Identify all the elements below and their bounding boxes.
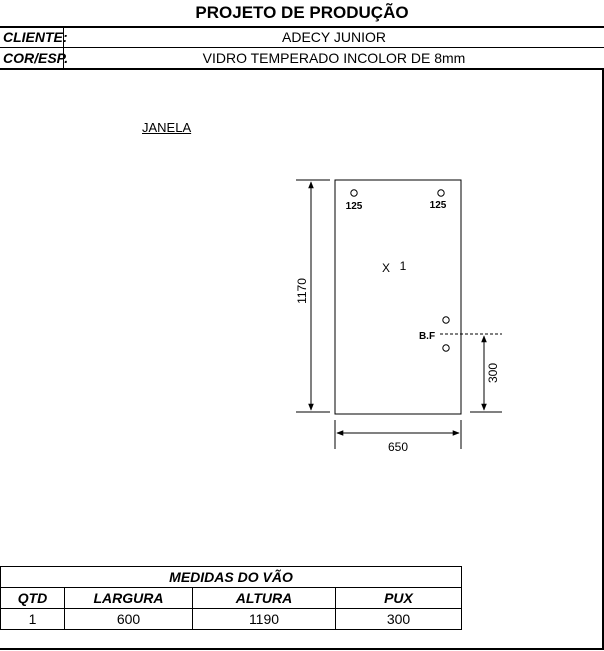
lock-hole-upper [443, 317, 449, 323]
cell-pux: 300 [336, 609, 462, 630]
client-label: CLIENTE: [3, 29, 68, 45]
hole-top-right [438, 190, 444, 196]
lock-label: B.F [418, 331, 436, 342]
height-dimension-label: 1170 [295, 278, 309, 304]
client-value: ADECY JUNIOR [282, 29, 386, 45]
column-header-altura: ALTURA [193, 588, 336, 609]
measures-title: MEDIDAS DO VÃO [1, 567, 462, 588]
width-dimension-label: 650 [387, 440, 409, 454]
measures-table [0, 566, 462, 630]
table-row [1, 609, 462, 630]
material-value: VIDRO TEMPERADO INCOLOR DE 8mm [202, 50, 466, 66]
cell-largura: 600 [65, 609, 193, 630]
hole-top-left [351, 190, 357, 196]
column-header-pux: PUX [336, 588, 462, 609]
column-header-qtd: QTD [1, 588, 65, 609]
lock-height-dimension-label: 300 [486, 362, 500, 384]
material-label: COR/ESP. [3, 50, 69, 66]
page-title: PROJETO DE PRODUÇÃO [195, 3, 409, 22]
hole-top-right-label: 125 [429, 200, 447, 211]
cell-qtd: 1 [1, 609, 65, 630]
center-mark: X [381, 261, 391, 275]
piece-label: JANELA [142, 120, 192, 135]
column-header-largura: LARGURA [65, 588, 193, 609]
quantity-mark: 1 [399, 259, 407, 273]
lock-hole-lower [443, 345, 449, 351]
hole-top-left-label: 125 [345, 201, 363, 212]
glass-panel [335, 180, 461, 414]
cell-altura: 1190 [193, 609, 336, 630]
page-bottom-border [0, 648, 604, 650]
